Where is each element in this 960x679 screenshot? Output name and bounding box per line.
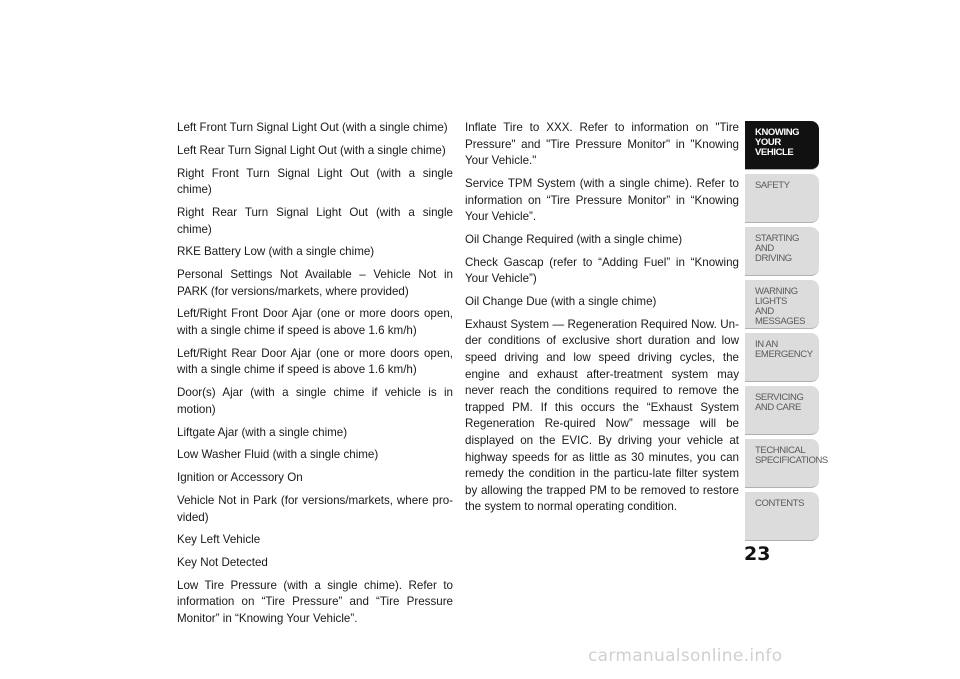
tab-in-an-emergency[interactable]: IN AN EMERGENCY — [745, 333, 819, 382]
message-item: Door(s) Ajar (with a single chime if vehicle is in motion) — [177, 386, 453, 416]
message-item: Low Washer Fluid (with a single chime) — [177, 448, 379, 462]
message-item: Low Tire Pressure (with a single chime). Refer to information on “Tire Pressure” and “Tire Pressure Monitor” in “Knowing Your Vehicle”. — [177, 578, 453, 626]
message-item: Vehicle Not in Park (for versions/markets, where pro-vided) — [177, 493, 453, 524]
right-column — [465, 120, 739, 522]
message-item: Right Front Turn Signal Light Out (with a single chime) — [177, 166, 453, 197]
message-item: Liftgate Ajar (with a single chime) — [177, 425, 348, 439]
message-item: Key Left Vehicle — [177, 533, 261, 547]
message-item: Oil Change Due (with a single chime) — [465, 295, 657, 309]
message-item: Service TPM System (with a single chime). Refer to information on “Tire Pressure Monitor” in “Knowing Your Vehicle”. — [465, 176, 739, 224]
tab-safety[interactable]: SAFETY — [745, 174, 819, 223]
message-item: Personal Settings Not Available – Vehicle Not in PARK (for versions/markets, where provided) — [177, 268, 453, 298]
left-column — [177, 120, 453, 634]
section-tabs — [745, 121, 828, 545]
message-item: Left Rear Turn Signal Light Out (with a single chime) — [177, 143, 446, 157]
tab-contents[interactable]: CONTENTS — [745, 492, 819, 541]
tab-technical-specifications[interactable]: TECHNICAL SPECIFICATIONS — [745, 439, 819, 488]
message-item: Oil Change Required (with a single chime) — [465, 232, 683, 246]
message-item: Exhaust System — Regeneration Required Now. Un-der conditions of exclusive short duration and low speed driving and low speed driving cycles, the engine and exhaust after-treatment system may never reach the conditions required to remove the trapped PM. If this occurs the “Exhaust System Regeneration Re-quired Now” message will be displayed on the EVIC. By driving your vehicle at highway speeds for as little as 30 minutes, you can remedy the condition in the particu-late filter system by allowing the trapped PM to be removed to restore the system to normal operating condition. — [465, 317, 739, 514]
page-number: 23 — [744, 543, 771, 565]
message-item: Inflate Tire to XXX. Refer to information on "Tire Pressure" and "Tire Pressure Monitor" in "Knowing Your Vehicle." — [465, 121, 739, 168]
message-item: Right Rear Turn Signal Light Out (with a single chime) — [177, 205, 453, 236]
tab-knowing-your-vehicle[interactable]: KNOWING YOUR VEHICLE — [745, 121, 819, 170]
message-item: RKE Battery Low (with a single chime) — [177, 245, 375, 259]
tab-starting-and-driving[interactable]: STARTING AND DRIVING — [745, 227, 819, 276]
tab-servicing-and-care[interactable]: SERVICING AND CARE — [745, 386, 819, 435]
tab-warning-lights-and-messages[interactable]: WARNING LIGHTS AND MESSAGES — [745, 280, 819, 329]
message-item: Left/Right Rear Door Ajar (one or more doors open, with a single chime if speed is above 1.6 km/h) — [177, 346, 453, 377]
message-item: Left/Right Front Door Ajar (one or more doors open, with a single chime if speed is above 1.6 km/h) — [177, 307, 453, 338]
watermark: carmanualsonline.info — [588, 646, 783, 666]
message-item: Ignition or Accessory On — [177, 471, 303, 485]
message-item: Check Gascap (refer to “Adding Fuel” in “Knowing Your Vehicle”) — [465, 255, 739, 286]
message-item: Left Front Turn Signal Light Out (with a single chime) — [177, 121, 448, 134]
message-item: Key Not Detected — [177, 556, 268, 570]
